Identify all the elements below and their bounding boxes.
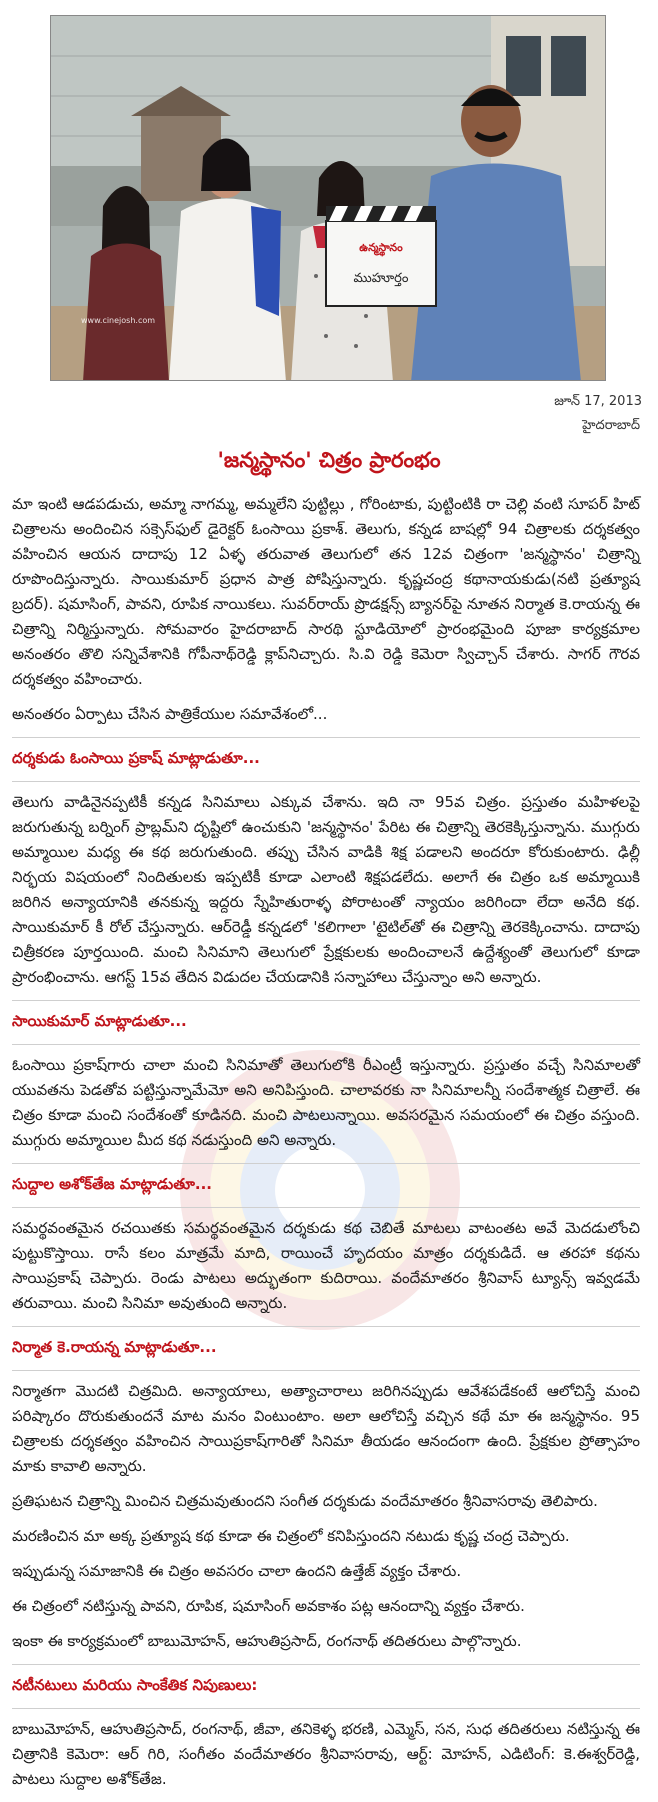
divider (12, 1708, 640, 1709)
director-paragraph: తెలుగు వాడినైనప్పటికీ కన్నడ సినిమాలు ఎక్కువ చేశాను. ఇది నా 95వ చిత్రం. ప్రస్తుతం మహిళలపై జరుగుతున్న బర్నింగ్ ప్రాబ్లమ్‌ని దృష్టిలో ఉంచుకుని 'జన్మస్థానం' పేరిట ఈ చిత్రాన్ని తెరకెక్కిస్తున్నాను. ముగ్గురు అమ్మాయిల మధ్య ఈ కథ జరుగుతుంది. తప్పు చేసిన వాడికి శిక్ష పడాలని అందరూ కోరుకుంటారు. ఢిల్లీ నిర్భయ విషయంలో నిందితులకు ఇప్పటికీ కూడా ఎలాంటి శిక్షపడలేదు. అలాగే ఈ చిత్రం ఒక అమ్మాయికి జరిగిన అన్యాయానికి తనకున్న ఇద్దరు స్నేహితురాళ్ళ పోరాటంతో న్యాయం జరిగిందా లేదా అనేది కథ. సాయికుమార్ కీ రోల్ చేస్తున్నారు. ఆర్‌రెడ్డీ కన్నడలో 'కలిగాలా 'టైటిల్‌తో ఈ చిత్రాన్ని తెరకెక్కించాను. దాదాపు చిత్రీకరణ పూర్తయింది. మంచి సినిమాని తెలుగులో ప్రేక్షకులకు అందించాలనే ఉద్దేశ్యంతో తెలుగులో కూడా ప్రారంభించాను. ఆగస్ట్ 15వ తేదిన విడుదల చేయడానికి సన్నాహాలు చేస్తున్నాం అని అన్నారు. (12, 793, 640, 986)
guests-paragraph: ఇంకా ఈ కార్యక్రమంలో బాబుమోహన్, ఆహుతిప్రసాద్, రంగనాథ్ తదితరులు పాల్గొన్నారు. (12, 1632, 522, 1650)
music-director-paragraph: ప్రతిఘటన చిత్రాన్ని మించిన చిత్రమవుతుందని సంగీత దర్శకుడు వందేమాతరం శ్రీనివాసరావు తెలిపారు. (12, 1492, 598, 1510)
actresses-paragraph: ఈ చిత్రంలో నటిస్తున్న పావని, రూపిక, షమాసింగ్ అవకాశం పట్ల ఆనందాన్ని వ్యక్తం చేశారు. (12, 1597, 525, 1615)
divider (12, 1000, 640, 1001)
divider (12, 781, 640, 782)
ashok-section-heading: సుద్దాల అశోక్‌తేజ మాట్లాడుతూ... (12, 1175, 213, 1193)
director-section-heading: దర్శకుడు ఓంసాయి ప్రకాష్ మాట్లాడుతూ... (12, 749, 260, 767)
press-meet-line: అనంతరం ఏర్పాటు చేసిన పాత్రికేయుల సమావేశంలో... (12, 705, 328, 723)
producer-section-heading: నిర్మాత కె.రాయన్న మాట్లాడుతూ... (12, 1338, 217, 1356)
divider (12, 1044, 640, 1045)
producer-paragraph: నిర్మాతగా మొదటి చిత్రమిది. అన్యాయాలు, అత్యాచారాలు జరిగినప్పుడు ఆవేశపడేకంటే ఆలోచిస్తే మంచి పరిష్కారం దొరుకుతుందనే మాట మనం వింటుంటాం. అలా ఆలోచిస్తే వచ్చిన కథే మా ఈ జన్మస్థానం. 95 చిత్రాలకు దర్శకత్వం వహించిన సాయిప్రకాష్‌గారితో సినిమా తీయడం ఆనందంగా ఉంది. ప్రేక్షకుల ప్రోత్సాహం మాకు కావాలి అన్నారు. (12, 1382, 640, 1475)
clapper-title-text: ఉన్మస్థానం (359, 241, 403, 254)
article-location: హైదరాబాద్ (582, 418, 640, 433)
crew-section-heading: నటీనటులు మరియు సాంకేతిక నిపుణులు: (12, 1676, 258, 1694)
article-date: జూన్ 17, 2013 (554, 394, 642, 409)
clapper-subtitle-text: ముహూర్తం (353, 271, 409, 286)
saikumar-paragraph: ఓంసాయి ప్రకాష్‌గారు చాలా మంచి సినిమాతో తెలుగులోకి రీఎంట్రీ ఇస్తున్నారు. ప్రస్తుతం వచ్చే సినిమాలతో యువతను పెడతోవ పట్టిస్తున్నామేమో అని అనిపిస్తుంది. చాలావరకు నా సినిమాలన్నీ సందేశాత్మక చిత్రాలే. ఈ చిత్రం కూడా మంచి సందేశంతో కూడినది. మంచి పాటలున్నాయి. అవసరమైన సమయంలో ఈ చిత్రం వస్తుంది. ముగ్గురు అమ్మాయిల మీద కథ నడుస్తుంది అని అన్నారు. (12, 1056, 640, 1149)
divider (12, 1370, 640, 1371)
crew-paragraph: బాబుమోహన్, ఆహుతిప్రసాద్, రంగనాథ్, జీవా, తనికెళ్ళ భరణి, ఎమ్మెస్, సన, సుధ తదితరులు నటిస్తున్న ఈ చిత్రానికి కెమెరా: ఆర్ గిరి, సంగీతం వందేమాతరం శ్రీనివాసరావు, ఆర్ట్: మోహన్, ఎడిటింగ్: కె.ఈశ్వర్‌రెడ్డి, పాటలు సుద్దాల అశోక్‌తేజ. (12, 1720, 640, 1788)
event-photo (50, 15, 606, 381)
krishna-paragraph: మరణించిన మా అక్క ప్రత్యూష కథ కూడా ఈ చిత్రంలో కనిపిస్తుందని నటుడు కృష్ణ చంద్ర చెప్పారు. (12, 1527, 570, 1545)
ashok-paragraph: సమర్థవంతమైన రచయితకు సమర్థవంతమైన దర్శకుడు కథ చెబితే మాటలు వాటంతట అవే మెదడులోంచి పుట్టుకొస్తాయి. రాసే కలం మాత్రమే మాది, రాయించే హృదయం మాత్రం దర్శకుడిదే. ఆ తరహా కథను సాయిప్రకాష్ చెప్పారు. రెండు పాటలు అద్భుతంగా కుదిరాయి. వందేమాతరం శ్రీనివాస్ ట్యూన్స్ ఇవ్వడమే తరువాయి. మంచి సినిమా అవుతుంది అన్నారు. (12, 1219, 640, 1312)
intro-paragraph: మా ఇంటి ఆడపడుచు, అమ్మా నాగమ్మ, అమ్మలేని పుట్టిల్లు , గోరింటాకు, పుట్టింటికి రా చెల్లి వంటి సూపర్ హిట్ చిత్రాలను అందించిన సక్సెస్‌ఫుల్ డైరెక్టర్ ఓంసాయి ప్రకాశ్. తెలుగు, కన్నడ బాషల్లో 94 చిత్రాలకు దర్శకత్వం వహించిన ఆయన దాదాపు 12 ఏళ్ళ తరువాత తెలుగులో తన 12వ చిత్రంగా 'జన్మస్థానం' చిత్రాన్ని రూపొందిస్తున్నారు. సాయికుమార్ ప్రధాన పాత్ర పోషిస్తున్నారు. కృష్ణచంద్ర కథానాయకుడు(నటి ప్రత్యూష బ్రదర్). షమాసింగ్, పావని, రూపిక నాయికలు. సువర్‌రాయ్ ప్రొడక్షన్స్ బ్యానర్‌పై నూతన నిర్మాత కె.రాయన్న ఈ చిత్రాన్ని నిర్మిస్తున్నారు. సోమవారం హైదరాబాద్ సారథి స్టూడియోలో ప్రారంభమైంది పూజా కార్యక్రమాల అనంతరం తొలి సన్నివేశానికి గోపీనాథ్‌రెడ్డి క్లాప్‌నిచ్చారు. సి.వి రెడ్డి కెమెరా స్విచ్చాన్ చేశారు. సాగర్ గౌరవ దర్శకత్వం వహించారు. (12, 495, 640, 688)
event-photo-illustration (51, 16, 606, 381)
divider (12, 737, 640, 738)
uttej-paragraph: ఇప్పుడున్న సమాజానికి ఈ చిత్రం అవసరం చాలా ఉందని ఉత్తేజ్ వ్యక్తం చేశారు. (12, 1562, 462, 1580)
article-body (12, 492, 640, 1802)
article-title: 'జన్మస్థానం' చిత్రం ప్రారంభం (217, 448, 441, 472)
divider (12, 1664, 640, 1665)
divider (12, 1207, 640, 1208)
divider (12, 1163, 640, 1164)
photo-watermark: www.cinejosh.com (81, 316, 156, 325)
saikumar-section-heading: సాయికుమార్ మాట్లాడుతూ... (12, 1012, 187, 1030)
divider (12, 1326, 640, 1327)
